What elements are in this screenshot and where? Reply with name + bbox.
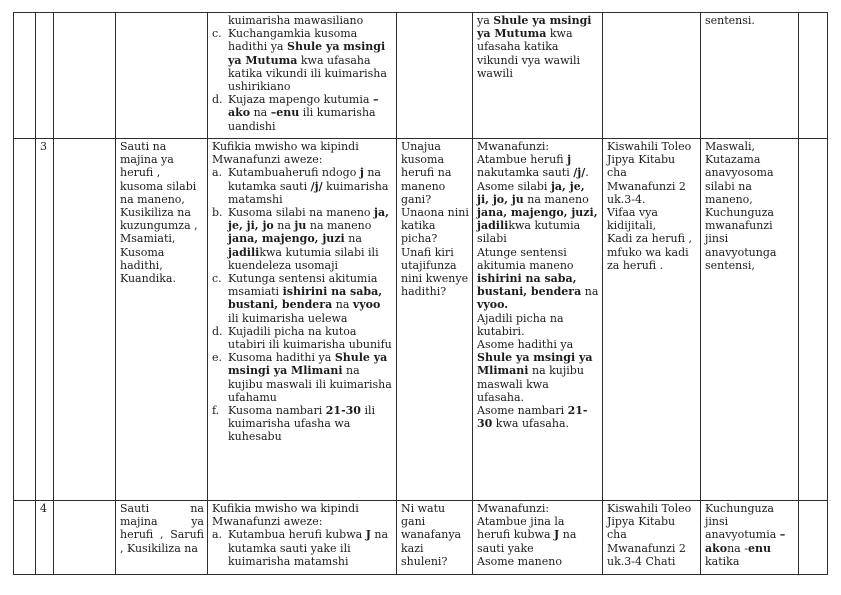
bold-text-run: ja, je, ji, jo [228, 206, 389, 233]
cell-row-lesson-4-topic [116, 501, 208, 575]
text-run: kuimarisha mawasiliano [228, 14, 364, 27]
list-item-text [228, 166, 393, 206]
list-marker: d. [212, 93, 223, 107]
cell-row-lesson-3-key-questions [397, 139, 473, 501]
cell-row-lesson-3-remarks [799, 139, 828, 501]
cell-row-lesson-4-date [54, 501, 116, 575]
text-run: Vifaa vya kidijitali, [607, 206, 658, 233]
paragraph [477, 153, 599, 179]
cell-row-continuation-lesson-number [36, 13, 54, 139]
paragraph [607, 232, 697, 272]
text-run: katika [705, 554, 740, 568]
text-run: kwa kutumia silabi [477, 219, 581, 246]
paragraph [607, 140, 697, 206]
bold-text-run: j [567, 153, 572, 167]
list-item [212, 325, 393, 351]
cell-row-continuation-assessment [701, 13, 799, 139]
paragraph [40, 502, 50, 515]
list-marker: b. [212, 206, 223, 220]
paragraph [607, 502, 697, 568]
text-run: Kufikia mwisho wa kipindi Mwanafunzi aweze: [212, 140, 359, 167]
bold-text-run: enu [747, 541, 771, 555]
list-marker: f. [212, 404, 220, 418]
cell-row-lesson-4-objectives [208, 501, 397, 575]
text-run: Atambue jina la herufi kubwa [477, 515, 565, 542]
text-run: Asome nambari [477, 404, 568, 418]
bold-text-run: ju [294, 219, 307, 233]
paragraph [212, 140, 393, 166]
paragraph [477, 338, 599, 404]
paragraph [40, 140, 50, 153]
bold-text-run: Shule ya msingi ya Mutuma [477, 14, 592, 41]
paragraph [705, 140, 795, 272]
cell-row-continuation-remarks [799, 13, 828, 139]
paragraph [477, 14, 599, 80]
row-lesson-3 [14, 139, 828, 501]
list-item [212, 166, 393, 206]
text-run: Asome silabi [477, 179, 551, 193]
cell-row-continuation-topic [116, 13, 208, 139]
cell-row-lesson-3-resources [603, 139, 701, 501]
list-marker: a. [212, 528, 223, 542]
text-run: Atambue herufi [477, 153, 568, 167]
cell-row-lesson-3-date [54, 139, 116, 501]
cell-row-lesson-4-assessment [701, 501, 799, 575]
paragraph [705, 14, 795, 27]
bold-text-run: –enu [270, 106, 300, 120]
bold-text-run: jadili [228, 245, 260, 259]
text-run: 3 [40, 140, 47, 153]
text-run: Ajadili picha na kutabiri. [477, 311, 564, 338]
text-run: na sauti yake [477, 528, 577, 555]
text-run: kwa ufasaha. [492, 417, 570, 431]
cell-row-lesson-4-learning-activities [473, 501, 603, 575]
cell-row-lesson-4-lesson-number [36, 501, 54, 575]
text-run: kwa kutumia silabi ili kuendeleza usomaji [228, 245, 379, 272]
list-item-text [228, 404, 393, 444]
list-item [212, 27, 393, 93]
text-run: na [273, 219, 295, 233]
bold-text-run: –ako [705, 528, 786, 555]
text-run: na maneno [306, 219, 372, 233]
schemes-of-work-table [13, 12, 828, 575]
list-item [212, 404, 393, 444]
paragraph [401, 206, 469, 246]
text-run: na [332, 298, 353, 312]
text-run: Mwanafunzi: [477, 502, 550, 515]
list-item-text [228, 93, 393, 133]
text-run: Kusoma hadithi ya [228, 351, 335, 365]
row-lesson-4 [14, 501, 828, 575]
list-item [212, 206, 393, 272]
text-run: Sauti na majina ya herufi , kusoma silabi na maneno, Kusikiliza na kuzungumza , Msamiati, Kusoma hadithi, Kuandika. [120, 140, 198, 286]
cell-row-lesson-3-topic [116, 139, 208, 501]
cell-row-continuation-learning-activities [473, 13, 603, 139]
paragraph [705, 502, 795, 568]
bold-text-run: 21-30 [477, 404, 588, 431]
paragraph [477, 555, 599, 568]
paragraph [477, 246, 599, 312]
continued-line [212, 14, 393, 27]
list-item [212, 528, 393, 568]
bold-text-run: ja, je, ji, jo, ju [477, 179, 585, 206]
list-item [212, 272, 393, 325]
bold-text-run: 21-30 [325, 404, 361, 418]
paragraph [401, 246, 469, 299]
text-run: Maswali, Kutazama anavyosoma silabi na maneno, Kuchunguza mwanafunzi jinsi anavyotunga sentensi, [705, 140, 777, 272]
text-run: Kadi za herufi , mfuko wa kadi za herufi . [607, 232, 692, 272]
paragraph [120, 502, 204, 555]
paragraph [477, 180, 599, 246]
list-item-text [228, 206, 393, 272]
text-run: Kusoma silabi na maneno [228, 206, 375, 220]
text-run: ili kuimarisha uelewa [228, 311, 348, 325]
list-item-text [228, 27, 393, 93]
text-run: na kutamka sauti yake ili kuimarisha matamshi [228, 528, 389, 568]
text-run: Kujaza mapengo kutumia [228, 93, 373, 107]
paragraph [477, 312, 599, 338]
bold-text-run: j [359, 166, 364, 180]
bold-text-run: /j/ [310, 179, 323, 193]
cell-row-lesson-4-week [14, 501, 36, 575]
text-run: na - [727, 541, 748, 555]
text-run: Unaona nini katika picha? [401, 206, 469, 246]
paragraph [477, 502, 599, 515]
list-item-text [228, 528, 393, 568]
text-run: Kufikia mwisho wa kipindi Mwanafunzi aweze: [212, 502, 359, 529]
text-run: Kutambuaherufi ndogo [228, 166, 360, 180]
cell-row-lesson-4-resources [603, 501, 701, 575]
list-item [212, 93, 393, 133]
text-run: Asome maneno [477, 554, 562, 568]
text-run: na kujibu maswali ili kuimarisha ufahamu [228, 364, 392, 404]
list-marker: a. [212, 166, 223, 180]
list-item [212, 351, 393, 404]
bold-text-run: vyoo [352, 298, 381, 312]
paragraph [477, 140, 599, 153]
text-run: Kuchangamkia kusoma hadithi ya [228, 27, 358, 54]
text-run: Unafi kiri utajifunza nini kwenye hadithi? [401, 245, 469, 299]
text-run: ya [477, 14, 494, 27]
list-item-text [228, 325, 393, 351]
bold-text-run: Shule ya msingi ya Mlimani [228, 351, 388, 378]
text-run: kwa ufasaha katika vikundi vya wawili wawili [477, 27, 581, 80]
list-marker: c. [212, 272, 222, 286]
text-run: Atunge sentensi akitumia maneno [477, 245, 574, 272]
bold-text-run: jana, majengo, juzi, jadili [477, 206, 598, 233]
cell-row-lesson-4-key-questions [397, 501, 473, 575]
paragraph [477, 515, 599, 555]
paragraph [212, 502, 393, 528]
text-run: Asome hadithi ya [477, 338, 574, 352]
text-run: na kutamka sauti [228, 166, 381, 193]
text-run: na [581, 285, 599, 299]
list-item-text [228, 272, 393, 325]
paragraph [477, 404, 599, 430]
cell-row-continuation-key-questions [397, 13, 473, 139]
text-run: Sauti na majina ya herufi , Sarufi , Kusikiliza na [120, 502, 204, 555]
bold-text-run: jana, majengo, juzi [228, 232, 345, 246]
cell-row-continuation-resources [603, 13, 701, 139]
cell-row-lesson-3-week [14, 139, 36, 501]
text-run: Kutunga sentensi akitumia msamiati [228, 272, 378, 299]
text-run: Ni watu gani wanafanya kazi shuleni? [401, 502, 462, 568]
cell-row-lesson-3-learning-activities [473, 139, 603, 501]
bold-text-run: /j/ [573, 166, 586, 180]
text-run: Kutambua herufi kubwa [228, 528, 366, 542]
paragraph [120, 140, 204, 285]
bold-text-run: –ako [228, 93, 379, 120]
text-run: Mwanafunzi: [477, 140, 550, 153]
cell-row-lesson-4-remarks [799, 501, 828, 575]
text-run: Kiswahili Toleo Jipya Kitabu cha Mwanafunzi 2 uk.3-4 Chati [607, 502, 692, 568]
text-run: na [250, 106, 271, 120]
text-run: ili kumarisha uandishi [228, 106, 376, 133]
text-run: kuimarisha matamshi [228, 179, 389, 206]
bold-text-run: ishirini na saba, bustani, bendera [228, 285, 383, 312]
text-run: sentensi. [705, 14, 755, 27]
text-run: nakutamka sauti [477, 166, 574, 180]
text-run: na kujibu maswali kwa ufasaha. [477, 364, 584, 404]
cell-row-continuation-date [54, 13, 116, 139]
bold-text-run: J [365, 528, 371, 542]
list-marker: d. [212, 324, 223, 338]
text-run: Kusoma nambari [228, 404, 326, 418]
cell-row-lesson-3-objectives [208, 139, 397, 501]
bold-text-run: J [554, 528, 560, 542]
text-run: kwa ufasaha katika vikundi ili kuimarisha ushirikiano [228, 53, 387, 94]
text-run: na [344, 232, 362, 246]
text-run: . [585, 166, 589, 180]
bold-text-run: vyoo. [477, 298, 509, 312]
bold-text-run: Shule ya msingi ya Mlimani [477, 351, 593, 378]
cell-row-lesson-3-lesson-number [36, 139, 54, 501]
text-run: Kiswahili Toleo Jipya Kitabu cha Mwanafunzi 2 uk.3-4. [607, 140, 692, 206]
text-run: ili kuimarisha ufasha wa kuhesabu [228, 404, 376, 444]
list-marker: c. [212, 27, 222, 41]
bold-text-run: ishirini na saba, bustani, bendera [477, 272, 582, 299]
row-continuation [14, 13, 828, 139]
table-body [14, 13, 828, 575]
paragraph [401, 140, 469, 206]
text-run: 4 [40, 502, 47, 515]
cell-row-continuation-objectives [208, 13, 397, 139]
text-run: na maneno [523, 192, 589, 206]
list-marker: e. [212, 351, 223, 365]
paragraph [607, 206, 697, 232]
bold-text-run: Shule ya msingi ya Mutuma [228, 40, 386, 67]
paragraph [401, 502, 469, 568]
text-run: Unajua kusoma herufi na maneno gani? [401, 140, 452, 206]
text-run: Kuchunguza jinsi anavyotumia [705, 502, 780, 542]
cell-row-continuation-week [14, 13, 36, 139]
text-run: Kujadili picha na kutoa utabiri ili kuimarisha ubunifu [228, 324, 392, 352]
list-item-text [228, 351, 393, 404]
document-page [13, 12, 828, 575]
cell-row-lesson-3-assessment [701, 139, 799, 501]
